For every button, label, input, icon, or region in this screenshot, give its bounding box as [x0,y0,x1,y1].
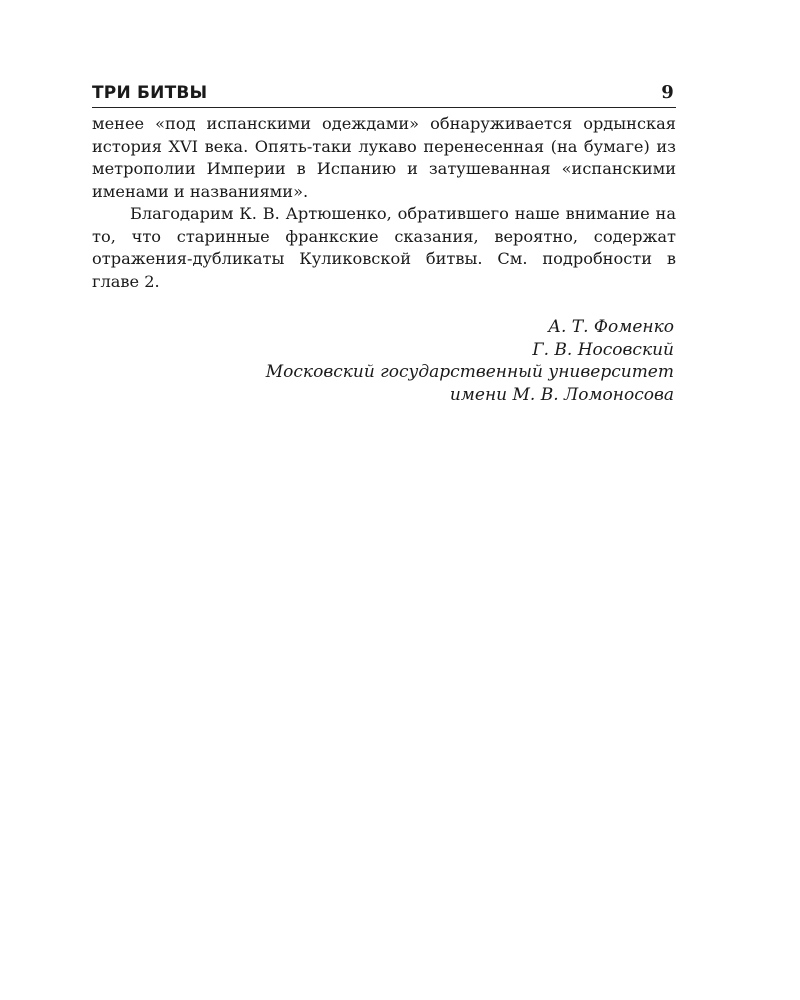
running-head [92,82,676,108]
affiliation-name: имени М. В. Ломоносова [449,384,674,405]
book-page [92,82,676,406]
body-text [92,113,676,293]
signature-block [92,316,676,406]
author-nosovsky: Г. В. Носовский [532,339,674,360]
running-title: ТРИ БИТВЫ [92,83,208,103]
author-fomenko: А. Т. Фоменко [548,317,674,337]
paragraph-continuation: менее «под испанскими одеждами» обнаруживается ордынская история XVI века. Опять-таки лукаво перенесенная (на бумаге) из метрополии Империи в Испанию и затушеванная «испанскими именами и названиями». [92,114,676,201]
page-number: 9 [661,82,674,103]
paragraph-acknowledgement: Благодарим К. В. Артюшенко, обратившего наше внимание на то, что старинные франкские сказания, вероятно, содержат отражения-дубликаты Куликовской битвы. См. подробности в главе 2. [92,204,676,291]
affiliation-university: Московский государственный университет [265,362,674,382]
